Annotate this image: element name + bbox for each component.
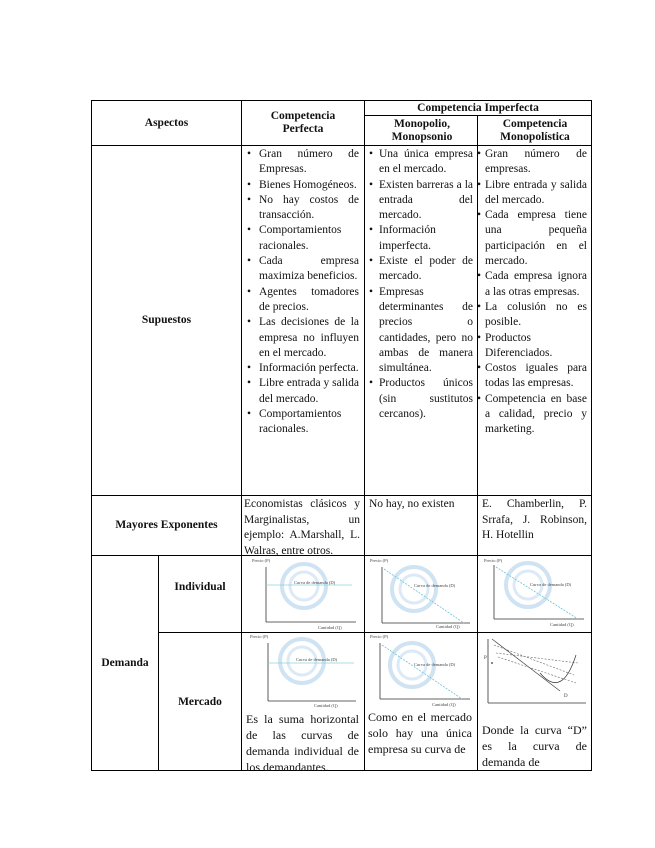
graph-curve-label: Curva de demanda (D) bbox=[414, 583, 456, 588]
graph-perfecta-mercado bbox=[244, 633, 362, 709]
list-item: • Bienes Homogéneos. bbox=[247, 178, 359, 193]
list-item: • Existen barreras a la entrada del mercado. bbox=[369, 178, 473, 224]
graph-ylabel: Precio (P) bbox=[252, 558, 271, 563]
list-item: • Productos Diferenciados. bbox=[480, 331, 587, 362]
row-label-supuestos: Supuestos bbox=[141, 314, 192, 326]
list-item: • Gran número de empresas. bbox=[480, 147, 587, 178]
graph-monopolistica-individual bbox=[480, 557, 590, 631]
graph-monopolistica-mercado bbox=[480, 633, 590, 709]
list-item: • No hay costos de transacción. bbox=[247, 193, 359, 224]
graph-ylabel: Precio (P) bbox=[370, 558, 389, 563]
list-item: • Existe el poder de mercado. bbox=[369, 254, 473, 285]
list-item: • Cada empresa maximiza beneficios. bbox=[247, 254, 359, 285]
header-perfecta: Competencia Perfecta bbox=[270, 110, 336, 135]
exponentes-monopolio: No hay, no existen bbox=[369, 498, 455, 510]
mercado-text-monopolistica: Donde la curva “D” es la curva de demanda de bbox=[482, 723, 587, 769]
graph-xlabel: Cantidad (Q) bbox=[318, 625, 342, 630]
exponentes-perfecta: Economistas clásicos y Marginalistas, un ejemplo: A.Marshall, L. Walras, entre otros. bbox=[244, 498, 360, 557]
header-monopolio: Monopolio, Monopsonio bbox=[391, 117, 453, 143]
supuestos-perfecta bbox=[247, 147, 359, 438]
graph-xlabel: Cantidad (Q) bbox=[436, 624, 460, 629]
mercado-text-perfecta: Es la suma horizontal de las curvas de demanda individual de los demandantes. bbox=[246, 712, 359, 774]
list-item: • Gran número de Empresas. bbox=[247, 147, 359, 178]
graph-xlabel: Cantidad (Q) bbox=[432, 702, 456, 707]
graph-curve-label: Curva de demanda (D) bbox=[530, 582, 572, 587]
graph-xlabel: Cantidad (Q) bbox=[314, 703, 338, 708]
list-item: • Cada empresa ignora a las otras empresas. bbox=[480, 269, 587, 300]
list-item: • Costos iguales para todas las empresas. bbox=[480, 361, 587, 392]
header-imperfecta: Competencia Imperfecta bbox=[417, 101, 539, 114]
table-right-border bbox=[591, 100, 592, 771]
monopolio-left-border bbox=[364, 100, 365, 771]
graph-d-label: D bbox=[564, 694, 568, 699]
list-item: • Las decisiones de la empresa no influyen en el mercado. bbox=[247, 315, 359, 361]
graph-monopolio-individual bbox=[366, 557, 476, 631]
list-item: • Libre entrada y salida del mercado. bbox=[247, 376, 359, 407]
graph-curve-label: Curva de demanda (D) bbox=[414, 662, 456, 667]
graph-curve-label: Curva de demanda (D) bbox=[294, 580, 336, 585]
list-item: • Información imperfecta. bbox=[369, 223, 473, 254]
graph-perfecta-individual bbox=[244, 557, 362, 631]
exponentes-monopolistica: E. Chamberlin, P. Srrafa, J. Robinson, H. Hotellin bbox=[482, 498, 587, 541]
row-label-exponentes: Mayores Exponentes bbox=[115, 519, 218, 531]
graph-ylabel: Precio (P) bbox=[250, 634, 269, 639]
header-monopolistica: Competencia Monopolística bbox=[500, 117, 570, 143]
row-label-mercado: Mercado bbox=[178, 695, 222, 708]
list-item: • Comportamientos racionales. bbox=[247, 223, 359, 254]
list-item: • Comportamientos racionales. bbox=[247, 407, 359, 438]
graph-ylabel: Precio (P) bbox=[484, 558, 503, 563]
graph-monopolio-mercado bbox=[366, 633, 476, 709]
graph-ylabel: Precio (P) bbox=[370, 634, 389, 639]
list-item: • Productos únicos (sin sustitutos cercanos). bbox=[369, 376, 473, 422]
list-item: • Empresas determinantes de precios o cantidades, pero no ambas de manera simultánea. bbox=[369, 285, 473, 377]
list-item: • Competencia en base a calidad, precio y marketing. bbox=[480, 392, 587, 438]
supuestos-monopolistica bbox=[480, 147, 587, 438]
list-item: • Una única empresa en el mercado. bbox=[369, 147, 473, 178]
header-aspectos: Aspectos bbox=[144, 116, 189, 129]
list-item: • Cada empresa tiene una pequeña participación en el mercado. bbox=[480, 208, 587, 269]
list-item: • Información perfecta. bbox=[247, 361, 359, 376]
row-label-demanda: Demanda bbox=[101, 656, 149, 669]
row-label-individual: Individual bbox=[174, 580, 226, 593]
graph-curve-label: Curva de demanda (D) bbox=[296, 657, 338, 662]
perfecta-left-border bbox=[241, 100, 242, 771]
list-item: • Libre entrada y salida del mercado. bbox=[480, 178, 587, 209]
graph-p-label: P bbox=[484, 656, 487, 661]
list-item: • La colusión no es posible. bbox=[480, 300, 587, 331]
list-item: • Agentes tomadores de precios. bbox=[247, 285, 359, 316]
supuestos-monopolio bbox=[369, 147, 473, 422]
mercado-text-monopolio: Como en el mercado solo hay una única empresa su curva de bbox=[368, 710, 472, 756]
graph-xlabel: Cantidad (Q) bbox=[550, 622, 574, 627]
